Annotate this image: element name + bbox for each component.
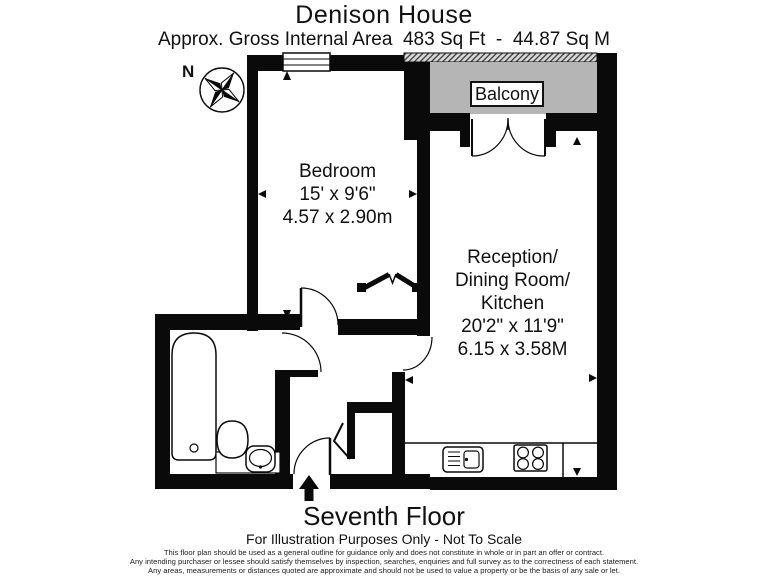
closet-doors [362,274,417,289]
bedroom-name: Bedroom [298,161,377,182]
disclaimer-line-3: Any areas, measurements or distances quoted are approximate and should not be used to value a property or be the basis of any sale or let. [148,566,620,575]
reception-name-1: Reception/ [467,247,558,268]
reception-dims-imperial: 20'2" x 11'9" [461,316,564,337]
bedroom-label [258,160,417,229]
french-doors [472,118,545,156]
window [283,53,330,71]
north-label: N [182,62,195,81]
bathroom-door [282,333,321,372]
reception-label [428,246,597,361]
bedroom-dims-metric: 4.57 x 2.90m [282,207,393,228]
compass-icon [200,68,244,112]
kitchen-counter [405,443,597,477]
bathtub-icon [172,333,216,460]
bedroom-dims-imperial: 15' x 9'6" [299,184,376,205]
bedroom-door [301,288,338,327]
hob-icon [514,445,547,471]
area-subtitle: Approx. Gross Internal Area 483 Sq Ft - 44.87 Sq M [157,29,610,50]
sink-icon [246,446,275,472]
balcony-label: Balcony [470,81,544,107]
entrance-door [294,438,330,475]
reception-name-3: Kitchen [480,293,545,314]
illustration-note: For Illustration Purposes Only - Not To Scale [246,531,522,547]
kitchen-sink-icon [443,447,483,472]
reception-dims-metric: 6.15 x 3.58M [457,339,568,360]
disclaimer-line-1: This floor plan should be used as a general outline for guidance only and does not constitute in whole or in part an offer or contract. [163,548,605,557]
disclaimer-line-2: Any intending purchaser or lessee should satisfy themselves by inspection, searches, enquiries and full survey as to the correctness of each statement. [129,557,639,566]
entry-arrow-icon [299,475,319,501]
page-title: Denison House [295,1,473,29]
reception-name-2: Dining Room/ [454,270,571,291]
floor-label: Seventh Floor [303,501,465,531]
